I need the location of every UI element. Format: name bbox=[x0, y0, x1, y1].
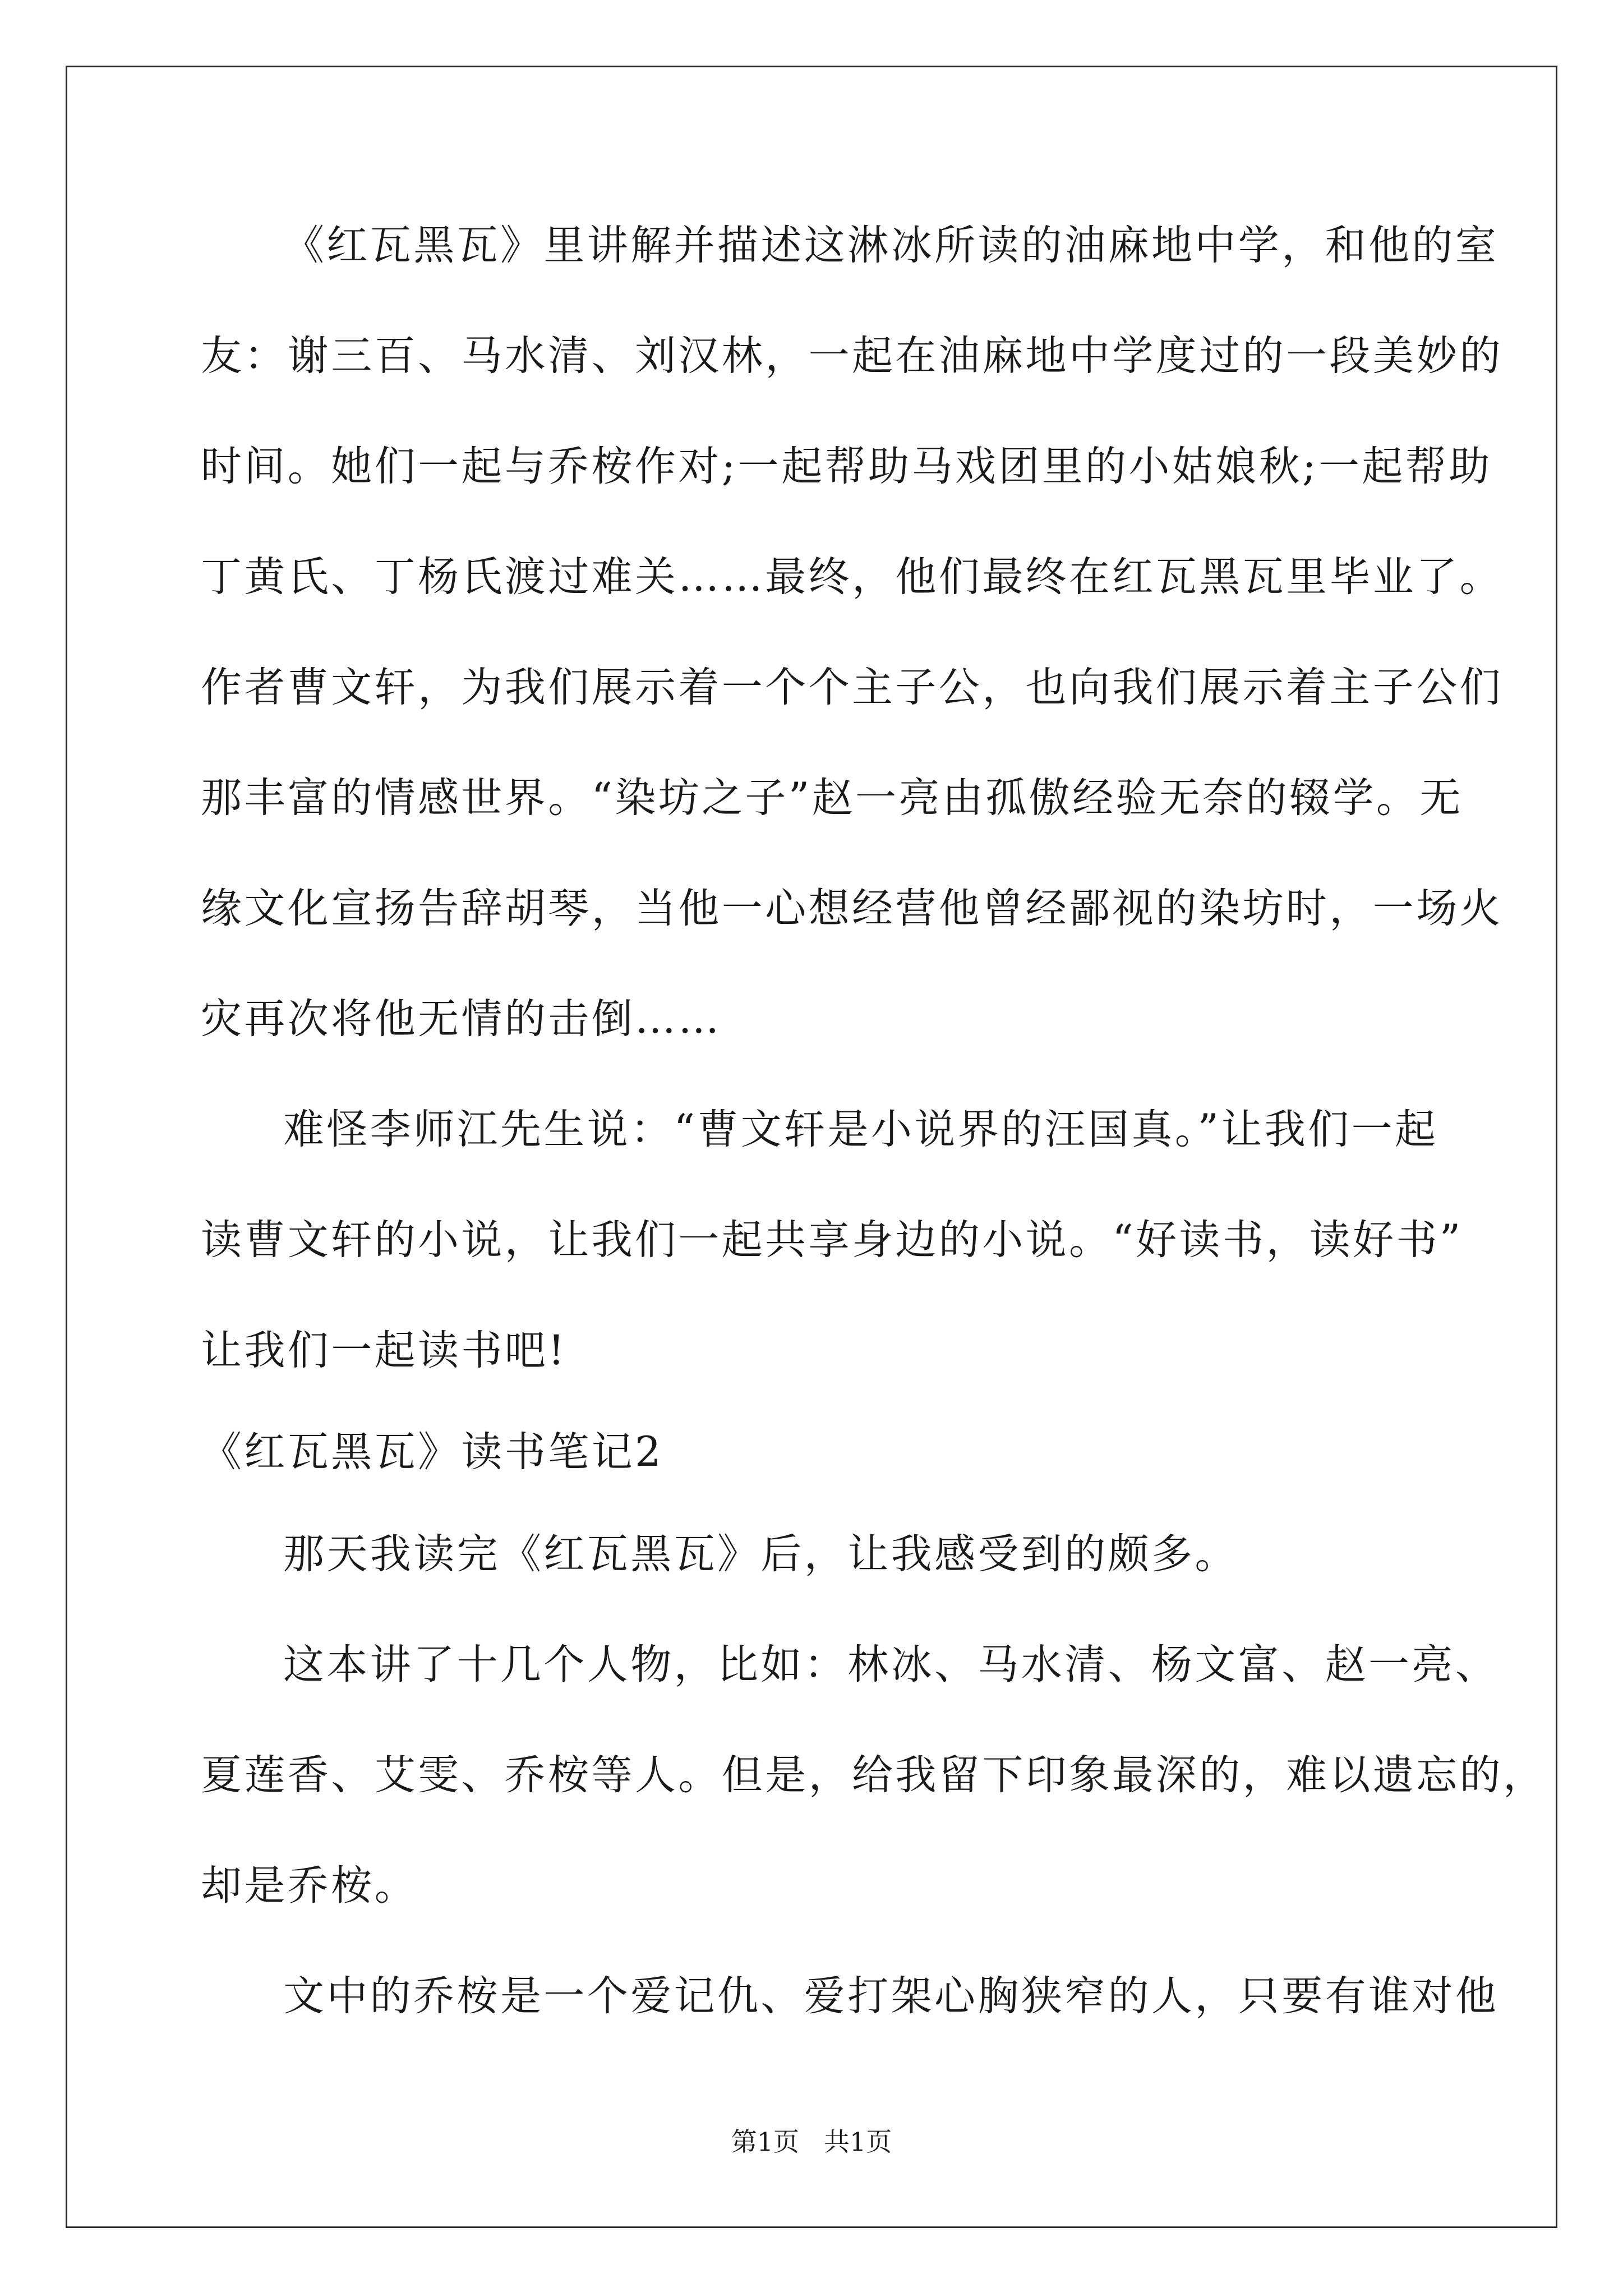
paragraph-line: 作者曹文轩，为我们展示着一个个主子公，也向我们展示着主子公们 bbox=[201, 664, 1503, 711]
paragraph-line: 那天我读完《红瓦黑瓦》后，让我感受到的颇多。 bbox=[283, 1530, 1238, 1578]
paragraph-line: 这本讲了十几个人物，比如：林冰、马水清、杨文富、赵一亮、 bbox=[283, 1641, 1499, 1688]
page-footer bbox=[0, 2125, 1623, 2159]
page-total: 共1页 bbox=[824, 2127, 892, 2157]
page-number: 第1页 bbox=[731, 2127, 799, 2157]
paragraph-line: 却是乔桉。 bbox=[201, 1862, 418, 1910]
paragraph-line: 让我们一起读书吧! bbox=[201, 1327, 567, 1374]
paragraph-line: 时间。她们一起与乔桉作对;一起帮助马戏团里的小姑娘秋;一起帮助 bbox=[201, 443, 1492, 490]
section-heading: 《红瓦黑瓦》读书笔记2 bbox=[201, 1428, 663, 1476]
paragraph-line: 《红瓦黑瓦》里讲解并描述这淋冰所读的油麻地中学，和他的室 bbox=[283, 222, 1499, 269]
paragraph-line: 灾再次将他无情的击倒…… bbox=[201, 995, 722, 1043]
paragraph-line: 丁黄氏、丁杨氏渡过难关……最终，他们最终在红瓦黑瓦里毕业了。 bbox=[201, 553, 1503, 601]
paragraph-line: 难怪李师江先生说：“曹文轩是小说界的汪国真。”让我们一起 bbox=[283, 1106, 1438, 1153]
paragraph-line: 友：谢三百、马水清、刘汉林，一起在油麻地中学度过的一段美妙的 bbox=[201, 332, 1503, 380]
paragraph-line: 缘文化宣扬告辞胡琴，当他一心想经营他曾经鄙视的染坊时，一场火 bbox=[201, 885, 1503, 932]
paragraph-line: 读曹文轩的小说，让我们一起共享身边的小说。“好读书，读好书” bbox=[201, 1216, 1463, 1264]
paragraph-line: 夏莲香、艾雯、乔桉等人。但是，给我留下印象最深的，难以遗忘的， bbox=[201, 1751, 1547, 1799]
paragraph-line: 那丰富的情感世界。“染坊之子”赵一亮由孤傲经验无奈的辍学。无 bbox=[201, 774, 1463, 822]
paragraph-line: 文中的乔桉是一个爱记仇、爱打架心胸狭窄的人，只要有谁对他 bbox=[283, 1972, 1499, 2020]
